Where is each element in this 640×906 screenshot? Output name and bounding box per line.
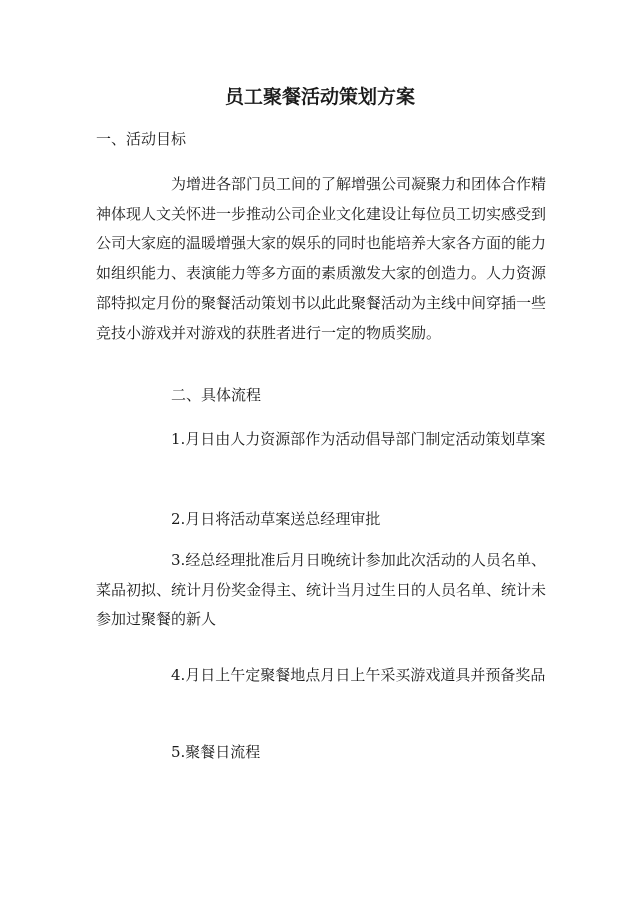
section-heading-goals: 一、活动目标 <box>96 130 187 148</box>
process-step-1: 1.月日由人力资源部作为活动倡导部门制定活动策划草案 <box>171 430 546 448</box>
document-title: 员工聚餐活动策划方案 <box>224 86 415 108</box>
process-step-4: 4.月日上午定聚餐地点月日上午采买游戏道具并预备奖品 <box>171 666 546 684</box>
process-step-2: 2.月日将活动草案送总经理审批 <box>171 510 381 528</box>
goals-paragraph: 为增进各部门员工间的了解增强公司凝聚力和团体合作精神体现人文关怀进一步推动公司企业文化建设让每位员工切实感受到公司大家庭的温暖增强大家的娱乐的同时也能培养大家各方面的能力如组织能力、表演能力等多方面的素质激发大家的创造力。人力资源部特拟定月份的聚餐活动策划书以此此聚餐活动为主线中间穿插一些竞技小游戏并对游戏的获胜者进行一定的物质奖励。 <box>96 175 547 342</box>
process-step-5: 5.聚餐日流程 <box>171 743 261 761</box>
process-step-3: 3.经总经理批准后月日晚统计参加此次活动的人员名单、菜品初拟、统计月份奖金得主、统计当月过生日的人员名单、统计未参加过聚餐的新人 <box>96 551 547 629</box>
section-heading-process: 二、具体流程 <box>171 386 262 404</box>
